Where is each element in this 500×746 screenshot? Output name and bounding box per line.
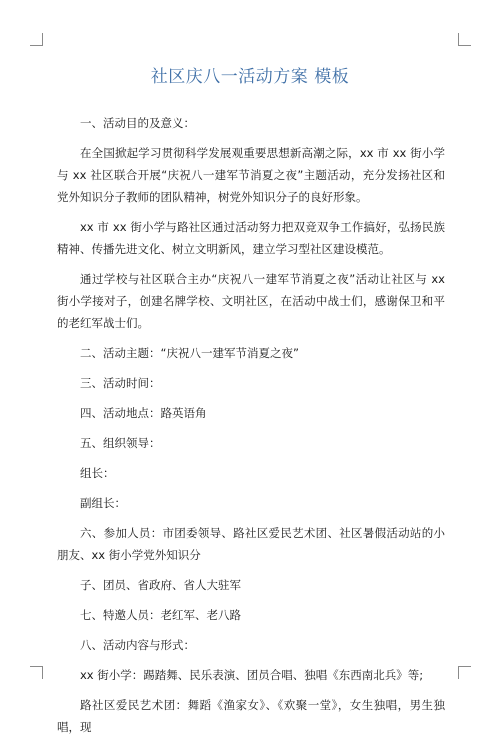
paragraph-cooperation: 通过学校与社区联合主办“庆祝八一建军节消夏之夜”活动让社区与 xx 街小学接对子，创建名牌学校、文明社区，在活动中战士们，感谢保卫和平的老红军战士们。	[57, 272, 445, 330]
section-heading-participants: 六、参加人员：市团委领导、路社区爱民艺术团、社区暑假活动站的小朋友、xx 街小学党外知识分	[57, 526, 445, 562]
crop-mark-top-left	[30, 33, 43, 46]
crop-mark-bottom-right	[458, 666, 471, 679]
crop-mark-bottom-left	[30, 666, 43, 679]
line-deputy-leader: 副组长：	[80, 496, 126, 510]
line-participants-continued: 子、团员、省政府、省人大驻军	[80, 578, 241, 592]
line-school-program: xx 街小学：踢踏舞、民乐表演、团员合唱、独唱《东西南北兵》等;	[80, 668, 424, 682]
crop-mark-top-right	[458, 33, 471, 46]
section-heading-content: 八、活动内容与形式：	[80, 638, 195, 652]
paragraph-goals: xx 市 xx 街小学与路社区通过活动努力把双竞双争工作搞好，弘扬民族精神、传播先进文化、树立文明新风，建立学习型社区建设模范。	[57, 220, 445, 256]
line-leader: 组长：	[80, 466, 115, 480]
section-heading-guests: 七、特邀人员：老红军、老八路	[80, 608, 241, 622]
document-title: 社区庆八一活动方案 模板	[150, 67, 350, 87]
section-heading-theme: 二、活动主题：“庆祝八一建军节消夏之夜”	[80, 346, 299, 360]
section-heading-leadership: 五、组织领导：	[80, 436, 161, 450]
document-body	[57, 112, 445, 746]
paragraph-background: 在全国掀起学习贯彻科学发展观重要思想新高潮之际，xx 市 xx 街小学与 xx 社区联合开展“庆祝八一建军节消夏之夜”主题活动，充分发扬社区和党外知识分子教师的团队精神，树党外知识分子的良好形象。	[57, 146, 445, 204]
section-heading-location: 四、活动地点：路英语角	[80, 406, 207, 420]
section-heading-time: 三、活动时间：	[80, 376, 161, 390]
line-art-troupe-program: 路社区爱民艺术团：舞蹈《渔家女》、《欢聚一堂》，女生独唱，男生独唱，现	[57, 698, 445, 734]
section-heading-purpose: 一、活动目的及意义：	[80, 116, 195, 130]
